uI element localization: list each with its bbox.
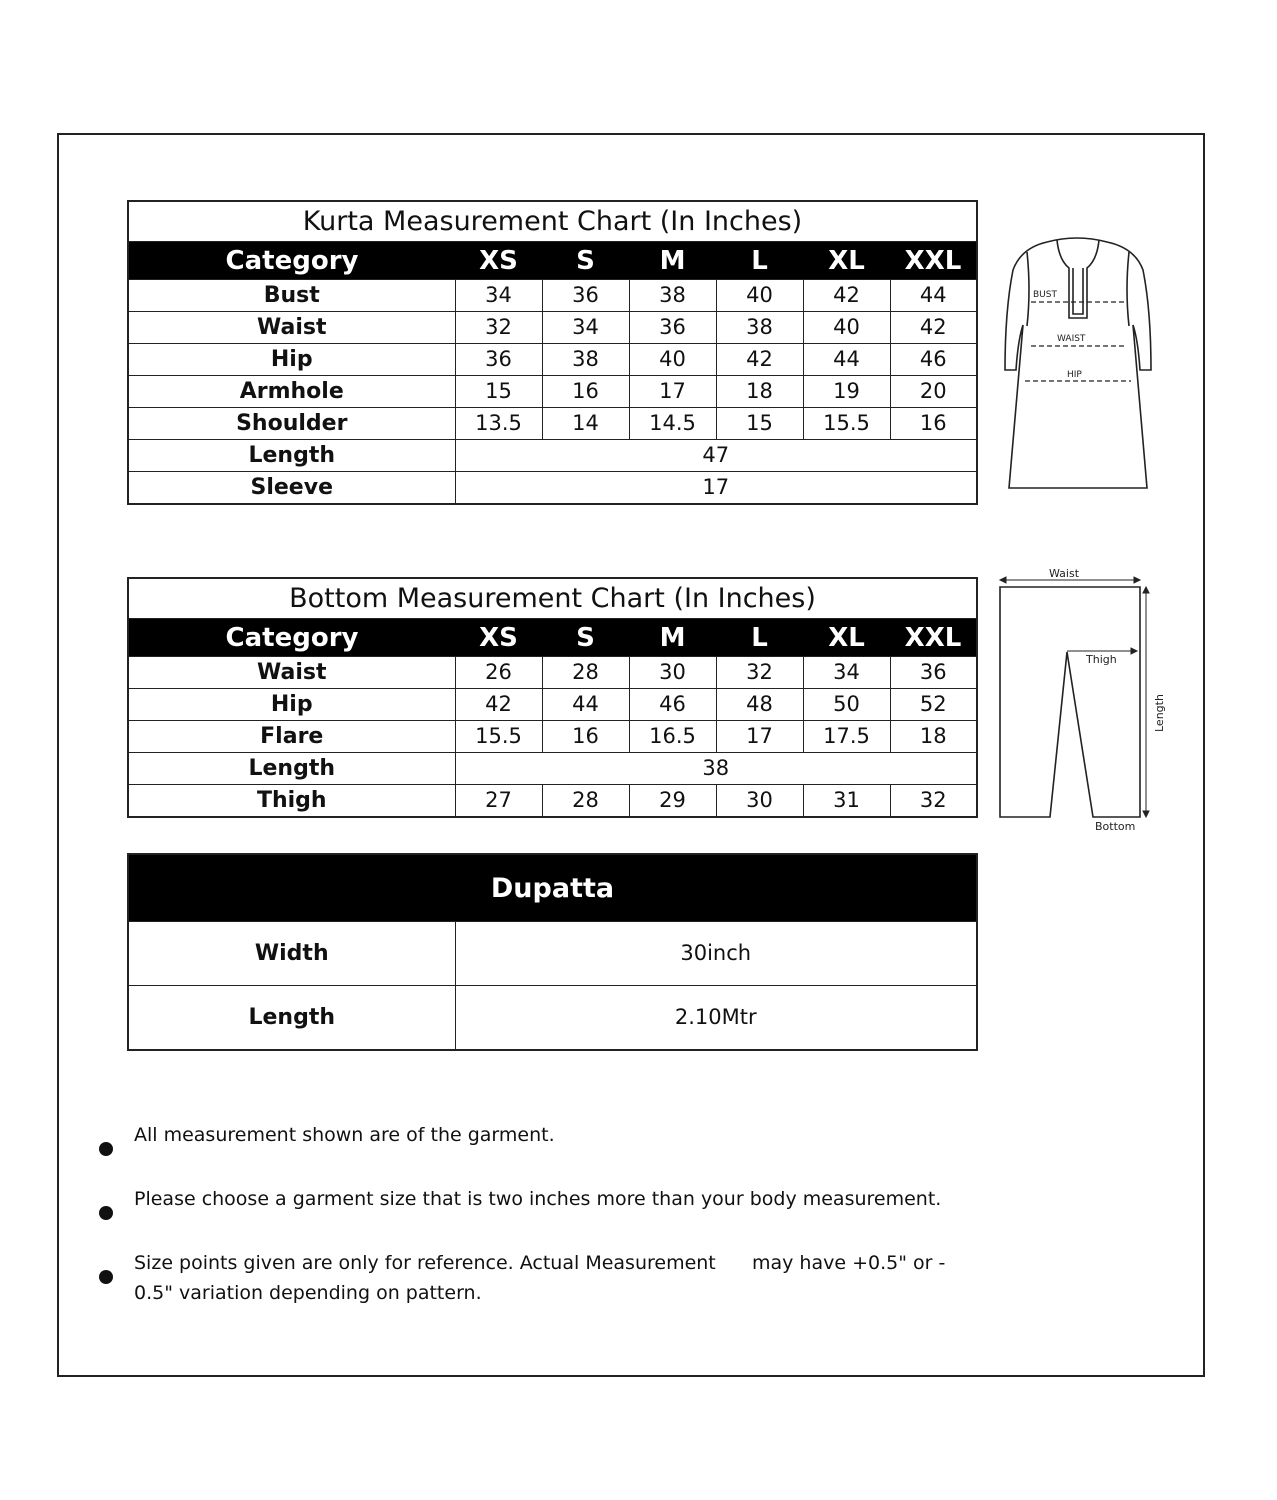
table-row xyxy=(128,472,977,505)
table-cell: 34 xyxy=(542,312,629,344)
table-cell: 30 xyxy=(629,657,716,689)
row-label: Waist xyxy=(128,657,455,689)
kurta-neckline xyxy=(1057,240,1099,318)
table-row xyxy=(128,753,977,785)
table-row xyxy=(128,986,977,1051)
table-cell: 30 xyxy=(716,785,803,818)
table-cell: 17.5 xyxy=(803,721,890,753)
kurta-header-category: Category xyxy=(128,242,455,280)
notes-list xyxy=(96,1120,996,1308)
table-cell: 14.5 xyxy=(629,408,716,440)
row-label: Hip xyxy=(128,344,455,376)
table-cell: 50 xyxy=(803,689,890,721)
table-row xyxy=(128,785,977,818)
list-item xyxy=(96,1184,996,1214)
bullet-icon xyxy=(99,1206,113,1220)
table-cell: 36 xyxy=(455,344,542,376)
table-cell: 38 xyxy=(716,312,803,344)
table-row xyxy=(128,440,977,472)
table-cell: 40 xyxy=(629,344,716,376)
table-cell: 31 xyxy=(803,785,890,818)
table-row xyxy=(128,376,977,408)
bullet-icon xyxy=(99,1142,113,1156)
note-text: Please choose a garment size that is two inches more than your body measurement. xyxy=(134,1188,942,1210)
table-cell: 20 xyxy=(890,376,977,408)
table-cell: 15 xyxy=(716,408,803,440)
table-cell: 32 xyxy=(890,785,977,818)
table-cell: 16 xyxy=(542,376,629,408)
length-label: Length xyxy=(1153,694,1166,732)
table-row xyxy=(128,689,977,721)
bottom-header-m: M xyxy=(629,619,716,657)
bottom-header-l: L xyxy=(716,619,803,657)
note-text-continued: 0.5" variation depending on pattern. xyxy=(134,1282,482,1304)
bottom-header-s: S xyxy=(542,619,629,657)
table-row xyxy=(128,408,977,440)
table-cell: 15 xyxy=(455,376,542,408)
bottom-header-xs: XS xyxy=(455,619,542,657)
row-label: Armhole xyxy=(128,376,455,408)
kurta-header-xs: XS xyxy=(455,242,542,280)
table-cell: 18 xyxy=(890,721,977,753)
table-row xyxy=(128,721,977,753)
merged-cell: 47 xyxy=(455,440,977,472)
bullet-icon xyxy=(99,1270,113,1284)
table-cell: 32 xyxy=(455,312,542,344)
hip-label: HIP xyxy=(1067,370,1082,380)
table-row xyxy=(128,922,977,986)
table-cell: 42 xyxy=(803,280,890,312)
table-row xyxy=(128,344,977,376)
kurta-header-row xyxy=(128,242,977,280)
table-cell: 44 xyxy=(803,344,890,376)
table-cell: 48 xyxy=(716,689,803,721)
table-cell: 34 xyxy=(803,657,890,689)
table-cell: 38 xyxy=(629,280,716,312)
table-cell: 2.10Mtr xyxy=(455,986,977,1051)
row-label: Width xyxy=(128,922,455,986)
bottom-label: Bottom xyxy=(1095,820,1136,833)
table-cell: 13.5 xyxy=(455,408,542,440)
table-cell: 28 xyxy=(542,785,629,818)
kurta-diagram xyxy=(995,230,1160,495)
row-label: Flare xyxy=(128,721,455,753)
table-cell: 32 xyxy=(716,657,803,689)
table-cell: 42 xyxy=(890,312,977,344)
bottom-header-xxl: XXL xyxy=(890,619,977,657)
table-cell: 52 xyxy=(890,689,977,721)
kurta-header-xxl: XXL xyxy=(890,242,977,280)
table-cell: 36 xyxy=(629,312,716,344)
pants-outline xyxy=(1000,587,1140,817)
table-cell: 19 xyxy=(803,376,890,408)
bottom-header-row xyxy=(128,619,977,657)
merged-cell: 17 xyxy=(455,472,977,505)
table-cell: 34 xyxy=(455,280,542,312)
bust-label: BUST xyxy=(1033,290,1057,300)
table-cell: 46 xyxy=(629,689,716,721)
note-text: Size points given are only for reference. Actual Measurement may have +0.5" or - xyxy=(134,1252,946,1274)
table-row xyxy=(128,312,977,344)
waist-label: Waist xyxy=(1049,567,1080,580)
thigh-label: Thigh xyxy=(1086,653,1117,666)
note-text: All measurement shown are of the garment. xyxy=(134,1124,555,1146)
table-row xyxy=(128,280,977,312)
kurta-outline xyxy=(1005,238,1151,488)
table-cell: 28 xyxy=(542,657,629,689)
row-label: Waist xyxy=(128,312,455,344)
kurta-header-s: S xyxy=(542,242,629,280)
row-label: Sleeve xyxy=(128,472,455,505)
kurta-header-xl: XL xyxy=(803,242,890,280)
table-row xyxy=(128,657,977,689)
table-cell: 44 xyxy=(542,689,629,721)
table-cell: 14 xyxy=(542,408,629,440)
kurta-header-l: L xyxy=(716,242,803,280)
bottom-header-xl: XL xyxy=(803,619,890,657)
table-cell: 26 xyxy=(455,657,542,689)
table-cell: 46 xyxy=(890,344,977,376)
table-cell: 16 xyxy=(890,408,977,440)
table-cell: 16 xyxy=(542,721,629,753)
table-cell: 15.5 xyxy=(455,721,542,753)
table-cell: 17 xyxy=(629,376,716,408)
table-cell: 18 xyxy=(716,376,803,408)
row-label: Hip xyxy=(128,689,455,721)
table-cell: 17 xyxy=(716,721,803,753)
bottom-chart-title: Bottom Measurement Chart (In Inches) xyxy=(128,578,977,619)
merged-cell: 38 xyxy=(455,753,977,785)
table-cell: 38 xyxy=(542,344,629,376)
waist-label: WAIST xyxy=(1057,334,1086,344)
dupatta-title: Dupatta xyxy=(128,854,977,922)
table-cell: 36 xyxy=(890,657,977,689)
table-cell: 29 xyxy=(629,785,716,818)
table-cell: 30inch xyxy=(455,922,977,986)
list-item xyxy=(96,1120,996,1150)
table-cell: 42 xyxy=(455,689,542,721)
bottom-diagram xyxy=(995,562,1170,837)
kurta-header-m: M xyxy=(629,242,716,280)
table-cell: 40 xyxy=(716,280,803,312)
dupatta-table xyxy=(127,853,978,1051)
table-cell: 44 xyxy=(890,280,977,312)
bottom-measurement-table xyxy=(127,577,978,818)
table-cell: 36 xyxy=(542,280,629,312)
list-item xyxy=(96,1248,996,1308)
table-cell: 40 xyxy=(803,312,890,344)
bottom-header-category: Category xyxy=(128,619,455,657)
table-cell: 15.5 xyxy=(803,408,890,440)
table-cell: 27 xyxy=(455,785,542,818)
row-label: Thigh xyxy=(128,785,455,818)
row-label: Length xyxy=(128,440,455,472)
kurta-measurement-table xyxy=(127,200,978,505)
kurta-chart-title: Kurta Measurement Chart (In Inches) xyxy=(128,201,977,242)
row-label: Length xyxy=(128,986,455,1051)
row-label: Shoulder xyxy=(128,408,455,440)
table-cell: 16.5 xyxy=(629,721,716,753)
row-label: Length xyxy=(128,753,455,785)
row-label: Bust xyxy=(128,280,455,312)
table-cell: 42 xyxy=(716,344,803,376)
